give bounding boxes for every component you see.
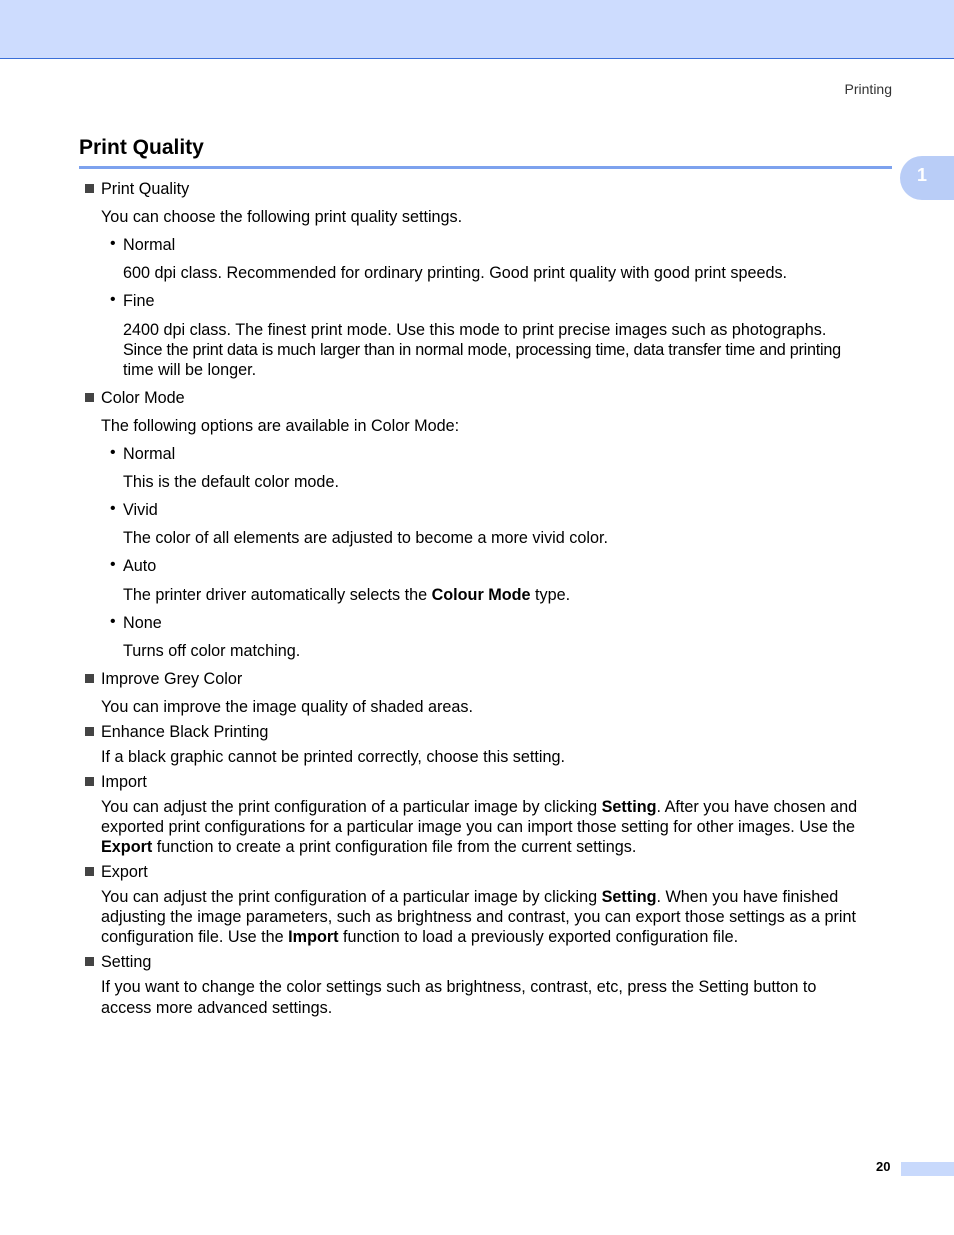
export-desc-line: You can adjust the print configuration of a particular image by clicking Setting. When you have finished: [101, 888, 839, 906]
import-desc-line: Export function to create a print configuration file from the current settings.: [101, 838, 637, 856]
bullet-dot: •: [110, 613, 116, 630]
fine-desc-line: 2400 dpi class. The finest print mode. Use this mode to print precise images such as photographs.: [123, 321, 827, 339]
normal-desc: 600 dpi class. Recommended for ordinary printing. Good print quality with good print speeds.: [123, 264, 788, 282]
page-title: Print Quality: [79, 136, 204, 159]
normal-desc: This is the default color mode.: [123, 473, 339, 491]
option-fine: Fine: [123, 292, 155, 310]
footer-bar: [901, 1162, 954, 1176]
item-enhance-black: Enhance Black Printing: [101, 723, 269, 741]
setting-desc-line: If you want to change the color settings such as brightness, contrast, etc, press the Setting button to: [101, 978, 817, 996]
option-auto: Auto: [123, 557, 157, 575]
option-vivid: Vivid: [123, 501, 158, 519]
enhance-black-desc: If a black graphic cannot be printed correctly, choose this setting.: [101, 748, 565, 766]
setting-desc-line: access more advanced settings.: [101, 999, 333, 1017]
none-desc: Turns off color matching.: [123, 642, 301, 660]
improve-grey-desc: You can improve the image quality of shaded areas.: [101, 698, 473, 716]
color-mode-intro: The following options are available in Color Mode:: [101, 417, 460, 435]
bullet-dot: •: [110, 235, 116, 252]
chapter-tab: [900, 156, 954, 200]
header-band: [0, 0, 954, 59]
item-improve-grey: Improve Grey Color: [101, 670, 243, 688]
page-number: 20: [876, 1159, 891, 1174]
export-desc-line: adjusting the image parameters, such as brightness and contrast, you can export those settings as a print: [101, 908, 856, 926]
import-desc-line: exported print configurations for a particular image you can import those setting for other images. Use the: [101, 818, 856, 836]
bullet-square: [85, 957, 94, 966]
bullet-square: [85, 777, 94, 786]
export-desc-line: configuration file. Use the Import function to load a previously exported configuration file.: [101, 928, 739, 946]
auto-desc: The printer driver automatically selects the Colour Mode type.: [123, 586, 571, 604]
item-export: Export: [101, 863, 148, 881]
fine-desc-line: time will be longer.: [123, 361, 257, 379]
item-import: Import: [101, 773, 147, 791]
fine-desc-line: Since the print data is much larger than in normal mode, processing time, data transfer time and printing: [123, 341, 841, 359]
chapter-number: 1: [917, 165, 928, 185]
bullet-dot: •: [110, 291, 116, 308]
bullet-square: [85, 727, 94, 736]
bullet-square: [85, 184, 94, 193]
vivid-desc: The color of all elements are adjusted to become a more vivid color.: [123, 529, 608, 547]
bullet-square: [85, 393, 94, 402]
item-print-quality: Print Quality: [101, 180, 190, 198]
option-normal: Normal: [123, 445, 176, 463]
import-desc-line: You can adjust the print configuration of a particular image by clicking Setting. After you have chosen and: [101, 798, 858, 816]
item-setting: Setting: [101, 953, 152, 971]
title-rule: [79, 166, 892, 169]
bullet-square: [85, 867, 94, 876]
option-none: None: [123, 614, 162, 632]
bullet-dot: •: [110, 556, 116, 573]
option-normal: Normal: [123, 236, 176, 254]
running-header: Printing: [844, 81, 892, 97]
print-quality-intro: You can choose the following print quality settings.: [101, 208, 463, 226]
bullet-dot: •: [110, 500, 116, 517]
item-color-mode: Color Mode: [101, 389, 185, 407]
bullet-square: [85, 674, 94, 683]
bullet-dot: •: [110, 444, 116, 461]
